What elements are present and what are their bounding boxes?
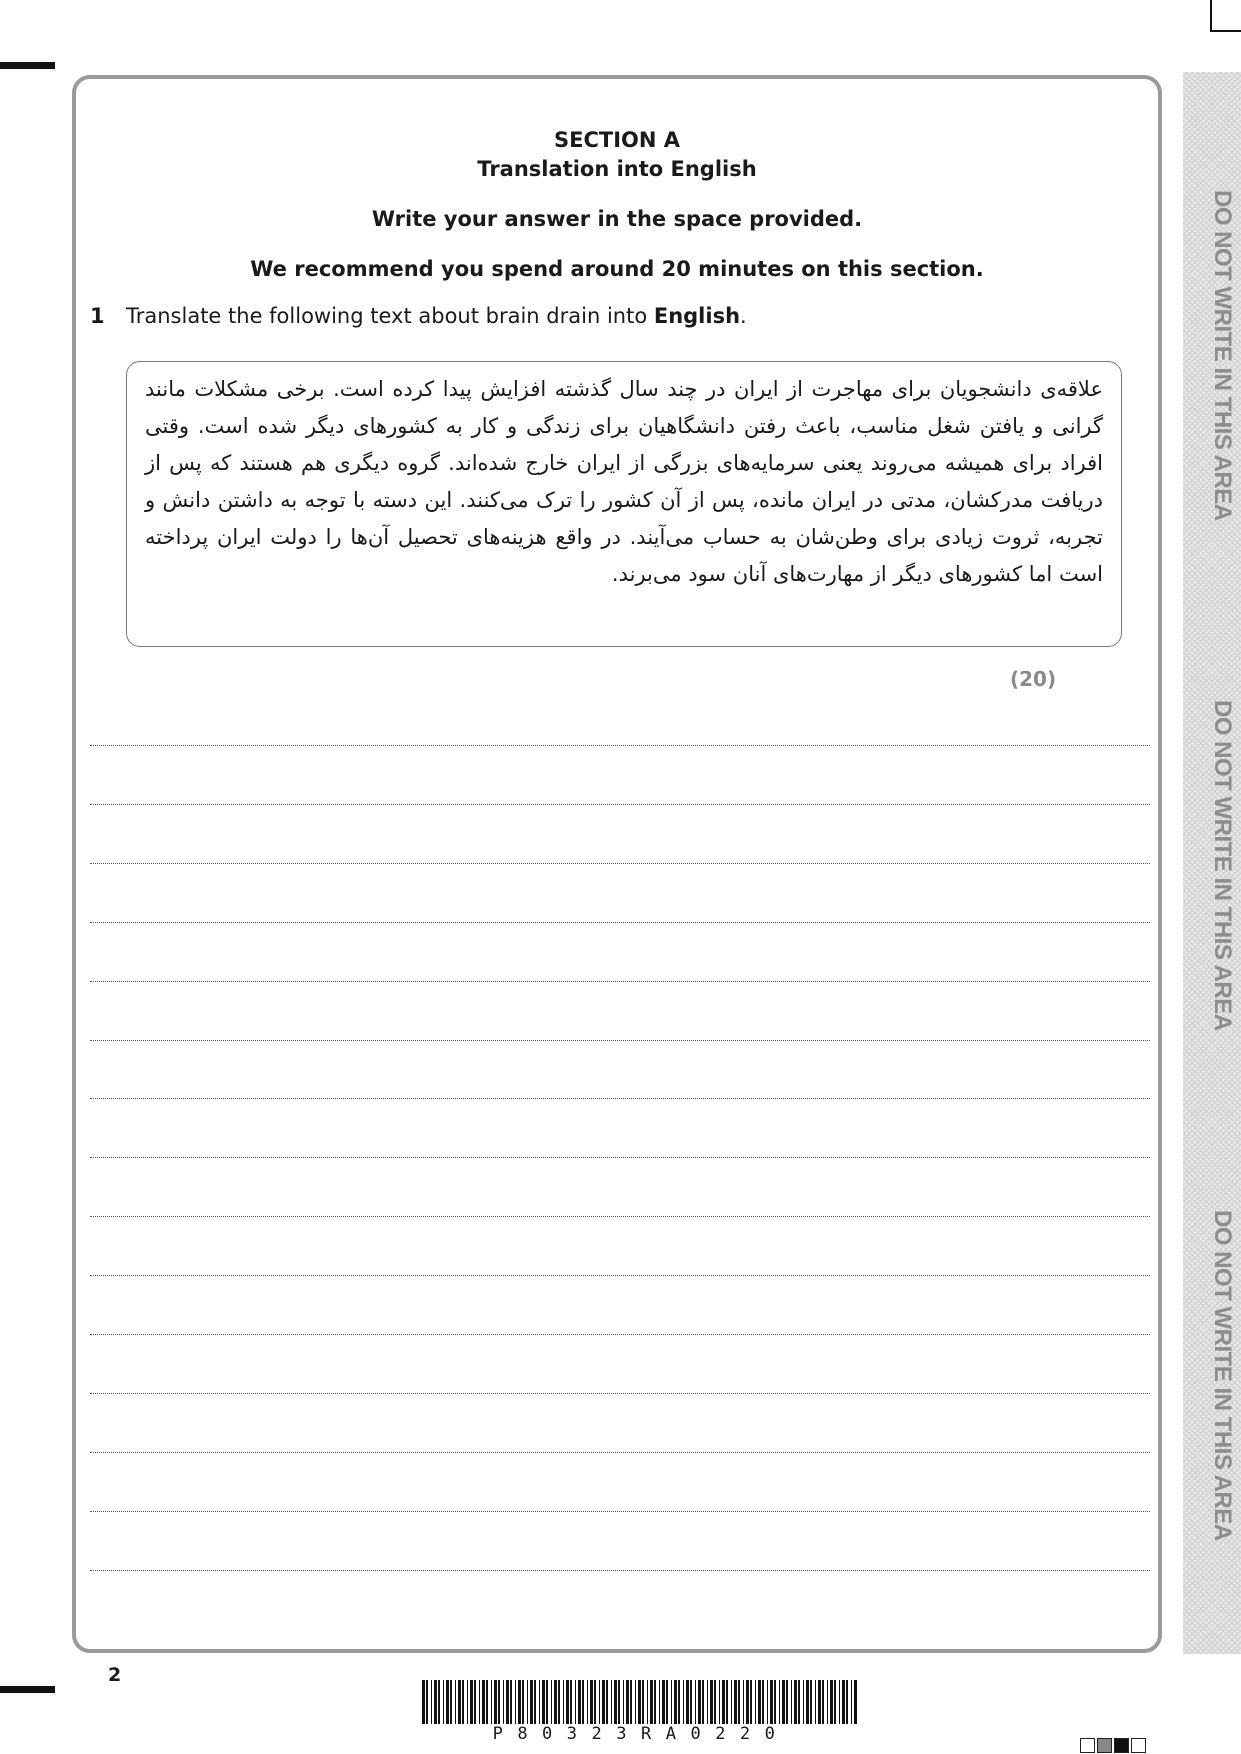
barcode-bar xyxy=(746,1680,749,1724)
page-number: 2 xyxy=(108,1664,122,1686)
instruction-text: Write your answer in the space provided. xyxy=(371,207,863,231)
barcode-bar xyxy=(626,1680,629,1724)
barcode-bar xyxy=(606,1680,608,1724)
barcode-bar xyxy=(798,1680,800,1724)
barcode-bar xyxy=(462,1680,464,1724)
question-number: 1 xyxy=(90,304,105,328)
barcode-bar xyxy=(803,1680,804,1724)
barcode-bar xyxy=(614,1680,617,1724)
barcode-bar xyxy=(650,1680,653,1724)
barcode-bar xyxy=(482,1680,485,1724)
barcode-bar xyxy=(575,1680,576,1724)
barcode-bar xyxy=(810,1680,812,1724)
barcode-bar xyxy=(623,1680,624,1724)
barcode-bar xyxy=(674,1680,677,1724)
barcode-bar xyxy=(506,1680,509,1724)
barcode xyxy=(420,1680,862,1724)
section-title: SECTION A xyxy=(553,128,680,152)
barcode-bar xyxy=(750,1680,752,1724)
barcode-bar xyxy=(434,1680,437,1724)
question-language: English xyxy=(653,304,741,328)
barcode-bar xyxy=(846,1680,848,1724)
barcode-bar xyxy=(486,1680,488,1724)
barcode-bar xyxy=(558,1680,560,1724)
indicator-square-3 xyxy=(1114,1738,1129,1753)
barcode-bar xyxy=(770,1680,773,1724)
barcode-bar xyxy=(630,1680,632,1724)
barcode-bar xyxy=(690,1680,692,1724)
barcode-bar xyxy=(599,1680,600,1724)
barcode-bar xyxy=(666,1680,668,1724)
barcode-bar xyxy=(714,1680,716,1724)
barcode-bar xyxy=(683,1680,684,1724)
barcode-bar xyxy=(539,1680,540,1724)
barcode-bar xyxy=(455,1680,456,1724)
answer-line[interactable] xyxy=(90,804,1150,805)
barcode-bar xyxy=(503,1680,504,1724)
barcode-bar xyxy=(566,1680,569,1724)
barcode-bar xyxy=(602,1680,605,1724)
barcode-bar xyxy=(534,1680,536,1724)
crop-mark-horizontal xyxy=(1210,30,1241,32)
barcode-bar xyxy=(647,1680,648,1724)
source-text-box xyxy=(126,361,1122,647)
indicator-square-2 xyxy=(1097,1738,1112,1753)
answer-line[interactable] xyxy=(90,1334,1150,1335)
barcode-bar xyxy=(698,1680,701,1724)
margin-warning-3: DO NOT WRITE IN THIS AREA xyxy=(1209,1209,1236,1541)
barcode-bar xyxy=(638,1680,641,1724)
barcode-bar xyxy=(818,1680,821,1724)
barcode-bar xyxy=(446,1680,449,1724)
barcode-bar xyxy=(659,1680,660,1724)
barcode-bar xyxy=(767,1680,768,1724)
barcode-bar xyxy=(791,1680,792,1724)
answer-line[interactable] xyxy=(90,1040,1150,1041)
barcode-bar xyxy=(779,1680,780,1724)
barcode-bar xyxy=(830,1680,833,1724)
barcode-bar xyxy=(431,1680,432,1724)
barcode-bar xyxy=(426,1680,428,1724)
barcode-bar xyxy=(578,1680,581,1724)
barcode-bar xyxy=(755,1680,756,1724)
barcode-bar xyxy=(722,1680,725,1724)
barcode-bar xyxy=(570,1680,572,1724)
marks-label: (20) xyxy=(1010,667,1057,691)
barcode-bar xyxy=(450,1680,452,1724)
question-prompt xyxy=(90,304,747,328)
barcode-bar xyxy=(470,1680,473,1724)
answer-line[interactable] xyxy=(90,1452,1150,1453)
barcode-bar xyxy=(594,1680,596,1724)
barcode-bar xyxy=(518,1680,521,1724)
barcode-bar xyxy=(806,1680,809,1724)
barcode-bar xyxy=(758,1680,761,1724)
barcode-bar xyxy=(854,1680,857,1724)
answer-line[interactable] xyxy=(90,863,1150,864)
barcode-bar xyxy=(554,1680,557,1724)
barcode-bar xyxy=(458,1680,461,1724)
answer-line[interactable] xyxy=(90,981,1150,982)
barcode-bar xyxy=(587,1680,588,1724)
barcode-bar xyxy=(762,1680,764,1724)
barcode-bar xyxy=(611,1680,612,1724)
barcode-bar xyxy=(782,1680,785,1724)
section-subtitle: Translation into English xyxy=(477,157,757,181)
barcode-bar xyxy=(563,1680,564,1724)
barcode-number: P80323RA0220 xyxy=(492,1724,790,1744)
barcode-bar xyxy=(774,1680,776,1724)
answer-line[interactable] xyxy=(90,1216,1150,1217)
barcode-bar xyxy=(438,1680,440,1724)
barcode-bar xyxy=(738,1680,740,1724)
page-indicator-squares xyxy=(1080,1738,1146,1753)
barcode-bar xyxy=(702,1680,704,1724)
answer-line[interactable] xyxy=(90,1157,1150,1158)
margin-warning-1: DO NOT WRITE IN THIS AREA xyxy=(1209,189,1236,521)
barcode-bar xyxy=(851,1680,852,1724)
registration-bar-top xyxy=(0,62,55,69)
barcode-bar xyxy=(530,1680,533,1724)
barcode-bar xyxy=(546,1680,548,1724)
barcode-bar xyxy=(654,1680,656,1724)
answer-line[interactable] xyxy=(90,1275,1150,1276)
answer-line[interactable] xyxy=(90,1393,1150,1394)
question-end: . xyxy=(740,304,747,328)
barcode-bar xyxy=(786,1680,788,1724)
answer-line[interactable] xyxy=(90,922,1150,923)
margin-warning-2: DO NOT WRITE IN THIS AREA xyxy=(1209,699,1236,1031)
barcode-bar xyxy=(834,1680,836,1724)
barcode-bar xyxy=(582,1680,584,1724)
barcode-bar xyxy=(642,1680,644,1724)
barcode-bar xyxy=(635,1680,636,1724)
barcode-bar xyxy=(839,1680,840,1724)
barcode-bar xyxy=(827,1680,828,1724)
barcode-bar xyxy=(510,1680,512,1724)
recommendation-text: We recommend you spend around 20 minutes on this section. xyxy=(250,257,984,281)
barcode-bar xyxy=(542,1680,545,1724)
barcode-bar xyxy=(422,1680,425,1724)
persian-source-text: علاقه‌ی دانشجویان برای مهاجرت از ایران در چند سال گذشته افزایش پیدا کرده است. برخی مشکلات مانند گرانی و یافتن شغل مناسب، باعث رفتن دانشگاهیان برای زندگی و کار به کشورهای دیگر شده است. وقتی افراد برای همیشه می‌روند یعنی سرمایه‌های بزرگی از ایران خارج شده‌اند. گروه دیگری هم هستند که پس از دریافت مدرکشان، مدتی در ایران مانده، پس از آن کشور را ترک می‌کنند. این دسته با توجه به داشتن دانش و تجربه، ثروت زیادی برای وطن‌شان به حساب می‌آیند. در واقع هزینه‌های تحصیل آن‌ها را دولت ایران پرداخته است اما کشورهای دیگر از مهارت‌های آنان سود می‌برند. xyxy=(145,377,1103,586)
barcode-bar xyxy=(491,1680,492,1724)
barcode-bar xyxy=(822,1680,824,1724)
barcode-bar xyxy=(551,1680,552,1724)
barcode-bar xyxy=(590,1680,593,1724)
barcode-bar xyxy=(494,1680,497,1724)
barcode-bar xyxy=(743,1680,744,1724)
answer-line[interactable] xyxy=(90,1511,1150,1512)
barcode-bar xyxy=(443,1680,444,1724)
barcode-bar xyxy=(710,1680,713,1724)
indicator-square-4 xyxy=(1131,1738,1146,1753)
barcode-bar xyxy=(707,1680,708,1724)
barcode-bar xyxy=(671,1680,672,1724)
barcode-bar xyxy=(731,1680,732,1724)
barcode-bar xyxy=(662,1680,665,1724)
barcode-bar xyxy=(695,1680,696,1724)
barcode-bar xyxy=(815,1680,816,1724)
registration-bar-bottom xyxy=(0,1686,55,1693)
barcode-bar xyxy=(515,1680,516,1724)
answer-line[interactable] xyxy=(90,1098,1150,1099)
barcode-bar xyxy=(719,1680,720,1724)
barcode-bar xyxy=(618,1680,620,1724)
barcode-bar xyxy=(467,1680,468,1724)
barcode-bar xyxy=(479,1680,480,1724)
barcode-bar xyxy=(527,1680,528,1724)
barcode-bar xyxy=(734,1680,737,1724)
barcode-bar xyxy=(686,1680,689,1724)
barcode-bar xyxy=(678,1680,680,1724)
answer-line[interactable] xyxy=(90,1570,1150,1571)
answer-line[interactable] xyxy=(90,745,1150,746)
barcode-bar xyxy=(842,1680,845,1724)
crop-mark-vertical xyxy=(1210,0,1212,30)
barcode-bar xyxy=(498,1680,500,1724)
barcode-bar xyxy=(726,1680,728,1724)
barcode-bar xyxy=(794,1680,797,1724)
question-text: Translate the following text about brain drain into xyxy=(126,304,654,328)
barcode-bar xyxy=(474,1680,476,1724)
barcode-bar xyxy=(522,1680,524,1724)
indicator-square-1 xyxy=(1080,1738,1095,1753)
